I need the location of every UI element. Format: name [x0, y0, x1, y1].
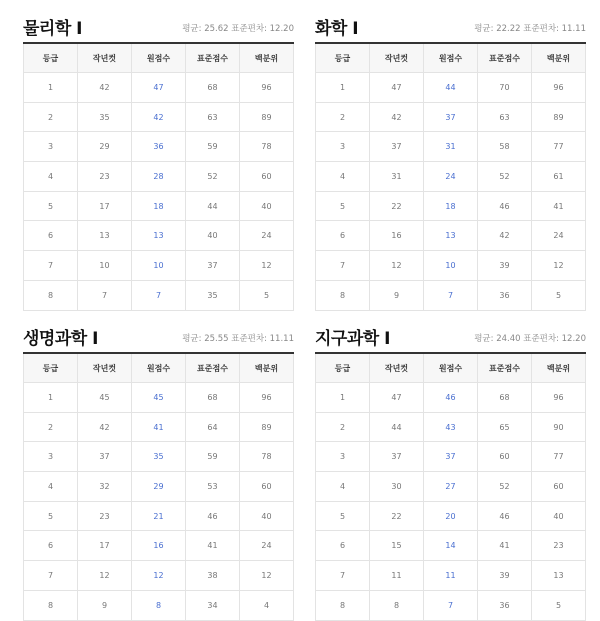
- table-cell: 5: [532, 590, 586, 620]
- table-cell: 21: [132, 501, 186, 531]
- table-header-row: [316, 43, 586, 73]
- table-cell: 37: [424, 442, 478, 472]
- table-cell: 63: [478, 102, 532, 132]
- table-cell: 13: [424, 221, 478, 251]
- table-cell: 46: [186, 501, 240, 531]
- table-cell: 23: [78, 501, 132, 531]
- table-cell: 2: [316, 102, 370, 132]
- table-cell: 7: [316, 561, 370, 591]
- table-cell: 6: [316, 531, 370, 561]
- grade-table: [23, 352, 294, 621]
- table-cell: 15: [370, 531, 424, 561]
- column-header: 원점수: [132, 43, 186, 73]
- table-row: [316, 73, 586, 103]
- table-cell: 31: [370, 162, 424, 192]
- table-cell: 60: [478, 442, 532, 472]
- subject-title: 생명과학 Ⅰ: [23, 329, 98, 349]
- table-cell: 4: [316, 162, 370, 192]
- table-cell: 28: [132, 162, 186, 192]
- table-cell: 1: [24, 73, 78, 103]
- table-row: [24, 221, 294, 251]
- column-header: 작년컷: [78, 43, 132, 73]
- table-cell: 60: [240, 162, 294, 192]
- table-row: [316, 531, 586, 561]
- table-cell: 96: [532, 383, 586, 413]
- subject-title: 지구과학 Ⅰ: [315, 329, 390, 349]
- column-header: 등급: [24, 43, 78, 73]
- subject-block: [23, 322, 294, 621]
- table-cell: 3: [24, 442, 78, 472]
- table-cell: 8: [24, 280, 78, 310]
- table-cell: 4: [24, 472, 78, 502]
- table-cell: 17: [78, 531, 132, 561]
- table-row: [24, 251, 294, 281]
- table-cell: 32: [78, 472, 132, 502]
- table-cell: 64: [186, 412, 240, 442]
- table-cell: 13: [78, 221, 132, 251]
- column-header: 표준점수: [478, 43, 532, 73]
- table-cell: 5: [240, 280, 294, 310]
- table-cell: 23: [78, 162, 132, 192]
- table-cell: 90: [532, 412, 586, 442]
- subject-block: [23, 12, 294, 311]
- table-cell: 7: [424, 590, 478, 620]
- table-cell: 4: [240, 590, 294, 620]
- subject-stats: 평균: 22.22 표준편차: 11.11: [474, 24, 586, 34]
- table-cell: 5: [316, 191, 370, 221]
- table-cell: 35: [78, 102, 132, 132]
- table-row: [24, 561, 294, 591]
- table-cell: 30: [370, 472, 424, 502]
- table-cell: 3: [316, 442, 370, 472]
- table-row: [316, 280, 586, 310]
- table-cell: 16: [370, 221, 424, 251]
- table-row: [316, 472, 586, 502]
- table-cell: 2: [316, 412, 370, 442]
- table-cell: 38: [186, 561, 240, 591]
- table-cell: 61: [532, 162, 586, 192]
- table-cell: 37: [186, 251, 240, 281]
- table-cell: 35: [186, 280, 240, 310]
- table-cell: 78: [240, 442, 294, 472]
- table-cell: 42: [478, 221, 532, 251]
- table-cell: 53: [186, 472, 240, 502]
- table-cell: 13: [532, 561, 586, 591]
- table-cell: 60: [240, 472, 294, 502]
- table-cell: 1: [316, 73, 370, 103]
- table-cell: 89: [532, 102, 586, 132]
- subject-title: 화학 Ⅰ: [315, 19, 359, 39]
- table-cell: 31: [424, 132, 478, 162]
- table-cell: 52: [478, 472, 532, 502]
- table-cell: 9: [370, 280, 424, 310]
- table-row: [316, 383, 586, 413]
- table-cell: 8: [316, 280, 370, 310]
- table-cell: 37: [424, 102, 478, 132]
- table-cell: 8: [24, 590, 78, 620]
- subject-header: [315, 12, 586, 42]
- table-cell: 17: [78, 191, 132, 221]
- table-cell: 12: [132, 561, 186, 591]
- table-cell: 10: [132, 251, 186, 281]
- subject-block: [315, 322, 586, 621]
- table-cell: 7: [78, 280, 132, 310]
- table-cell: 29: [132, 472, 186, 502]
- column-header: 원점수: [424, 43, 478, 73]
- table-row: [316, 590, 586, 620]
- column-header: 백분위: [532, 43, 586, 73]
- table-row: [24, 162, 294, 192]
- table-cell: 16: [132, 531, 186, 561]
- table-cell: 37: [370, 132, 424, 162]
- column-header: 작년컷: [370, 353, 424, 383]
- table-cell: 36: [478, 590, 532, 620]
- subject-stats: 평균: 25.62 표준편차: 12.20: [182, 24, 294, 34]
- subject-title: 물리학 Ⅰ: [23, 19, 83, 39]
- column-header: 백분위: [240, 353, 294, 383]
- table-cell: 36: [132, 132, 186, 162]
- table-cell: 3: [316, 132, 370, 162]
- table-cell: 58: [478, 132, 532, 162]
- table-cell: 24: [240, 531, 294, 561]
- table-cell: 52: [186, 162, 240, 192]
- table-cell: 60: [532, 472, 586, 502]
- subject-header: [23, 12, 294, 42]
- table-cell: 46: [424, 383, 478, 413]
- table-cell: 77: [532, 132, 586, 162]
- table-cell: 13: [132, 221, 186, 251]
- subject-stats: 평균: 25.55 표준편차: 11.11: [182, 334, 294, 344]
- table-cell: 5: [24, 501, 78, 531]
- table-cell: 37: [78, 442, 132, 472]
- subject-header: [315, 322, 586, 352]
- column-header: 백분위: [240, 43, 294, 73]
- table-cell: 44: [370, 412, 424, 442]
- table-cell: 3: [24, 132, 78, 162]
- table-cell: 18: [132, 191, 186, 221]
- table-cell: 43: [424, 412, 478, 442]
- grade-table: [315, 42, 586, 311]
- table-cell: 40: [186, 221, 240, 251]
- table-cell: 11: [424, 561, 478, 591]
- table-header-row: [24, 353, 294, 383]
- table-cell: 63: [186, 102, 240, 132]
- grade-table: [315, 352, 586, 621]
- table-cell: 42: [78, 73, 132, 103]
- column-header: 등급: [316, 353, 370, 383]
- table-cell: 96: [240, 73, 294, 103]
- table-header-row: [316, 353, 586, 383]
- table-cell: 12: [78, 561, 132, 591]
- table-row: [316, 251, 586, 281]
- subject-block: [315, 12, 586, 311]
- table-cell: 1: [24, 383, 78, 413]
- table-cell: 96: [240, 383, 294, 413]
- table-cell: 5: [24, 191, 78, 221]
- table-cell: 40: [532, 501, 586, 531]
- subject-stats: 평균: 24.40 표준편차: 12.20: [474, 334, 586, 344]
- table-cell: 35: [132, 442, 186, 472]
- table-cell: 6: [24, 221, 78, 251]
- table-row: [316, 501, 586, 531]
- table-cell: 18: [424, 191, 478, 221]
- table-cell: 27: [424, 472, 478, 502]
- table-row: [24, 442, 294, 472]
- table-cell: 8: [370, 590, 424, 620]
- table-cell: 1: [316, 383, 370, 413]
- table-row: [316, 191, 586, 221]
- table-cell: 78: [240, 132, 294, 162]
- table-cell: 89: [240, 412, 294, 442]
- table-row: [24, 472, 294, 502]
- table-cell: 59: [186, 132, 240, 162]
- column-header: 원점수: [132, 353, 186, 383]
- table-row: [24, 102, 294, 132]
- table-cell: 70: [478, 73, 532, 103]
- table-row: [316, 102, 586, 132]
- table-cell: 36: [478, 280, 532, 310]
- table-cell: 45: [78, 383, 132, 413]
- table-cell: 39: [478, 561, 532, 591]
- table-row: [24, 383, 294, 413]
- table-cell: 41: [186, 531, 240, 561]
- table-cell: 34: [186, 590, 240, 620]
- table-row: [24, 73, 294, 103]
- table-cell: 41: [478, 531, 532, 561]
- table-cell: 7: [24, 561, 78, 591]
- table-cell: 52: [478, 162, 532, 192]
- table-row: [24, 412, 294, 442]
- table-cell: 46: [478, 501, 532, 531]
- table-row: [24, 132, 294, 162]
- table-cell: 12: [240, 561, 294, 591]
- table-cell: 65: [478, 412, 532, 442]
- table-cell: 7: [316, 251, 370, 281]
- column-header: 등급: [316, 43, 370, 73]
- table-cell: 44: [424, 73, 478, 103]
- table-cell: 5: [316, 501, 370, 531]
- table-cell: 4: [316, 472, 370, 502]
- table-row: [316, 561, 586, 591]
- table-row: [24, 191, 294, 221]
- table-cell: 6: [316, 221, 370, 251]
- column-header: 작년컷: [78, 353, 132, 383]
- table-cell: 96: [532, 73, 586, 103]
- table-row: [316, 412, 586, 442]
- table-cell: 68: [478, 383, 532, 413]
- table-cell: 2: [24, 102, 78, 132]
- table-cell: 45: [132, 383, 186, 413]
- table-header-row: [24, 43, 294, 73]
- table-cell: 41: [132, 412, 186, 442]
- table-cell: 24: [240, 221, 294, 251]
- table-cell: 68: [186, 383, 240, 413]
- table-cell: 59: [186, 442, 240, 472]
- grade-table: [23, 42, 294, 311]
- table-cell: 7: [132, 280, 186, 310]
- table-cell: 7: [424, 280, 478, 310]
- table-cell: 22: [370, 501, 424, 531]
- table-cell: 10: [78, 251, 132, 281]
- table-cell: 41: [532, 191, 586, 221]
- table-cell: 4: [24, 162, 78, 192]
- table-row: [24, 531, 294, 561]
- table-cell: 5: [532, 280, 586, 310]
- column-header: 백분위: [532, 353, 586, 383]
- table-cell: 8: [132, 590, 186, 620]
- table-cell: 8: [316, 590, 370, 620]
- subject-header: [23, 322, 294, 352]
- table-cell: 12: [370, 251, 424, 281]
- table-row: [316, 162, 586, 192]
- column-header: 표준점수: [478, 353, 532, 383]
- table-cell: 37: [370, 442, 424, 472]
- column-header: 원점수: [424, 353, 478, 383]
- table-cell: 6: [24, 531, 78, 561]
- table-cell: 40: [240, 191, 294, 221]
- table-cell: 10: [424, 251, 478, 281]
- table-row: [316, 442, 586, 472]
- column-header: 등급: [24, 353, 78, 383]
- table-cell: 24: [532, 221, 586, 251]
- table-cell: 22: [370, 191, 424, 221]
- table-row: [316, 221, 586, 251]
- table-cell: 47: [132, 73, 186, 103]
- table-cell: 47: [370, 383, 424, 413]
- table-cell: 40: [240, 501, 294, 531]
- table-cell: 46: [478, 191, 532, 221]
- table-cell: 77: [532, 442, 586, 472]
- table-cell: 42: [132, 102, 186, 132]
- table-cell: 44: [186, 191, 240, 221]
- table-cell: 12: [240, 251, 294, 281]
- table-cell: 20: [424, 501, 478, 531]
- table-cell: 11: [370, 561, 424, 591]
- table-cell: 24: [424, 162, 478, 192]
- table-cell: 23: [532, 531, 586, 561]
- table-cell: 29: [78, 132, 132, 162]
- table-cell: 12: [532, 251, 586, 281]
- table-cell: 7: [24, 251, 78, 281]
- table-row: [24, 280, 294, 310]
- table-cell: 42: [370, 102, 424, 132]
- table-cell: 68: [186, 73, 240, 103]
- table-cell: 42: [78, 412, 132, 442]
- table-cell: 89: [240, 102, 294, 132]
- column-header: 표준점수: [186, 43, 240, 73]
- table-row: [24, 501, 294, 531]
- column-header: 표준점수: [186, 353, 240, 383]
- table-cell: 2: [24, 412, 78, 442]
- table-row: [316, 132, 586, 162]
- column-header: 작년컷: [370, 43, 424, 73]
- table-row: [24, 590, 294, 620]
- table-cell: 47: [370, 73, 424, 103]
- table-cell: 14: [424, 531, 478, 561]
- table-cell: 39: [478, 251, 532, 281]
- table-cell: 9: [78, 590, 132, 620]
